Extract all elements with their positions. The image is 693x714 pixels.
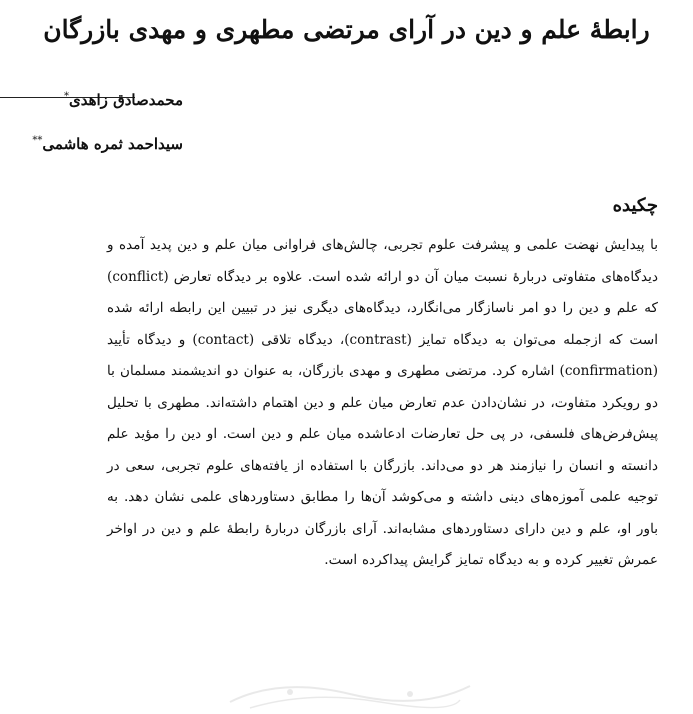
abstract-paragraph: با پیدایش نهضت علمی و پیشرفت علوم تجربی، چالش‌های فراوانی میان علم و دین پدید آمده و دیدگاه‌های متفاوتی دربارهٔ نسبت میان آن دو ارائه شده است. علاوه بر دیدگاه تعارض (conflict) که علم و دین را دو امر ناسازگار می‌انگارد، دیدگاه‌های دیگری نیز در تبیین این رابطه ارائه شده است که ازجمله می‌توان به دیدگاه تمایز (contrast)، دیدگاه تلاقی (contact) و دیدگاه تأیید (confirmation) اشاره کرد. مرتضی مطهری و مهدی بازرگان، به عنوان دو اندیشمند مسلمان با دو رویکرد متفاوت، در نشان‌دادن عدم تعارض میان علم و دین اهتمام داشته‌اند. مطهری با تحلیل پیش‌فرض‌های فلسفی، در پی حل تعارضات ادعاشده میان علم و دین است. او دین را مؤید علم دانسته و انسان را نیازمند هر دو می‌داند. بازرگان با استفاده از یافته‌های علوم تجربی، سعی در توجیه علمی آموزه‌های دینی داشته و می‌کوشد آن‌ها را مطابق دستاوردهای علمی نشان دهد. به باور او، علم و دین دارای دستاوردهای مشابه‌اند. آرای بازرگان دربارهٔ رابطهٔ علم و دین در اواخر عمرش تغییر کرده و به دیدگاه تمایز گرایش پیداکرده است. (107, 237, 658, 568)
author-2 (32, 130, 183, 155)
abstract-heading: چکیده (612, 195, 658, 216)
author-1-name: محمدصادق زاهدی (68, 91, 183, 109)
author-2-name: سیداحمد ثمره هاشمی (42, 135, 183, 153)
author-2-footnote-mark: ** (32, 135, 43, 146)
author-1 (64, 86, 183, 111)
paper-title: رابطهٔ علم و دین در آرای مرتضی مطهری و مهدی بازرگان (43, 15, 650, 44)
author-1-footnote-mark: * (63, 91, 69, 102)
watermark-logo (220, 672, 480, 714)
